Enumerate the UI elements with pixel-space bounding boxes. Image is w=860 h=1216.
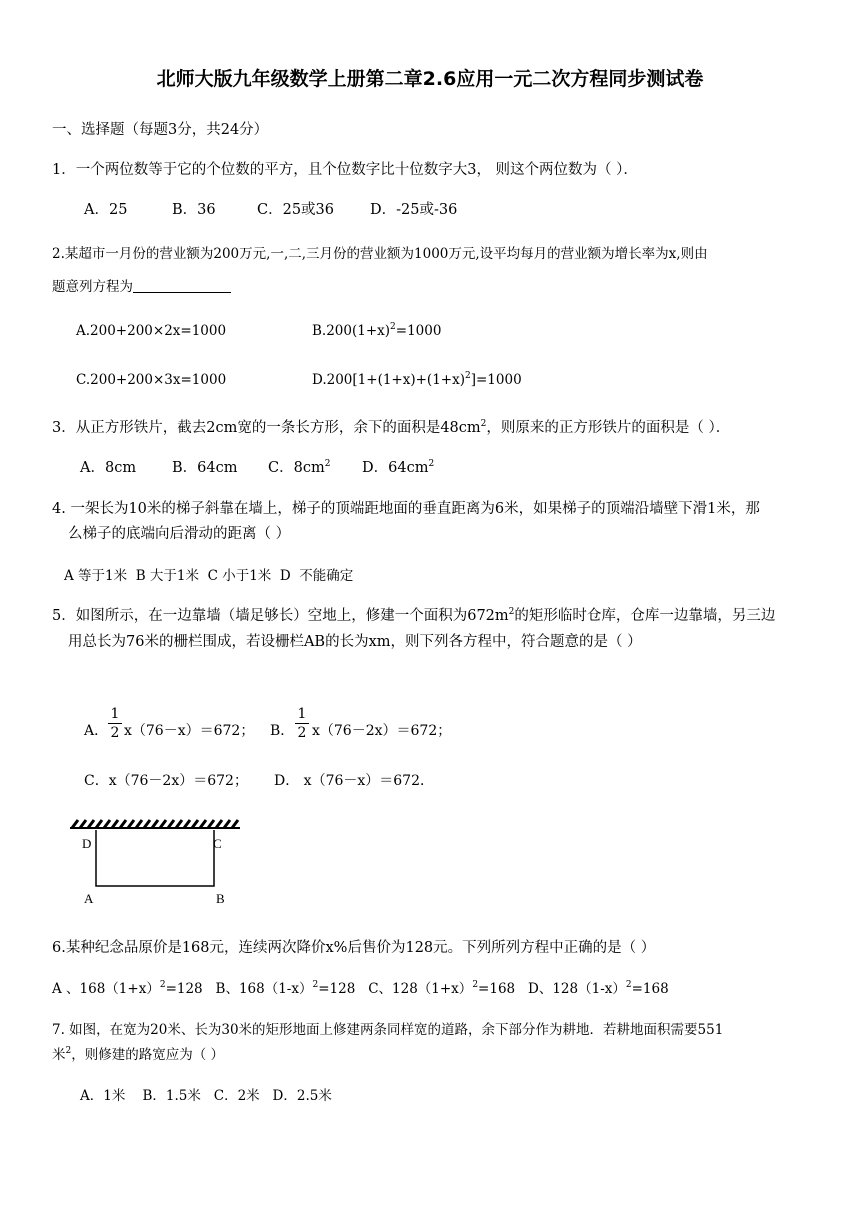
label-d: D xyxy=(82,836,92,851)
q3-option-b: B．64cm xyxy=(172,460,238,476)
question-1-stem: 1．一个两位数等于它的个位数的平方，且个位数字比十位数字大3， 则这个两位数为（ ）． xyxy=(52,162,638,178)
q5-option-b-expr: x（76－2x）＝672； xyxy=(312,723,452,739)
q5-option-b-label: B． xyxy=(270,723,295,739)
question-4-line1: 4. 一架长为10米的梯子斜靠在墙上，梯子的顶端距地面的垂直距离为6米，如果梯子的顶端沿墙壁下滑1米，那 xyxy=(52,501,760,517)
q5-option-c: C．x（76－2x）＝672； xyxy=(84,773,248,789)
question-6-stem: 6.某种纪念品原价是168元，连续两次降价x%后售价为128元。下列所列方程中正确的是（ ） xyxy=(52,940,656,956)
fraction-numerator: 1 xyxy=(297,706,307,722)
question-2-line1: 2.某超市一月份的营业额为200万元,一,二,三月份的营业额为1000万元,设平均每月的营业额为增长率为x,则由 xyxy=(52,246,708,262)
question-7-line1: 7. 如图，在宽为20米、长为30米的矩形地面上修建两条同样宽的道路，余下部分作为耕地．若耕地面积需要551 xyxy=(52,1022,724,1038)
question-5-line2: 用总长为76米的栅栏围成，若设栅栏AB的长为xm，则下列各方程中，符合题意的是（ ） xyxy=(68,634,642,650)
question-3-stem: 3．从正方形铁片，截去2cm宽的一条长方形，余下的面积是$48cm^2$，则原来的正方形铁片的面积是（ ）． xyxy=(52,419,731,436)
q5-option-d: D． x（76－x）＝672． xyxy=(274,773,435,789)
fraction-denominator: 2 xyxy=(110,725,120,741)
section-heading: 一、选择题（每题3分，共24分） xyxy=(52,122,269,138)
q1-option-d: D．-25或-36 xyxy=(370,202,458,218)
q3-option-c: C．$8cm^2$ xyxy=(268,459,331,476)
fraction-denominator: 2 xyxy=(297,725,307,741)
q6-options xyxy=(52,977,669,997)
fraction-one-half-a xyxy=(108,706,122,741)
q6-option-c: C、$128(1+x)^2=168$ xyxy=(368,980,516,997)
answer-blank xyxy=(133,278,231,293)
q5-option-a-label: A． xyxy=(84,723,109,739)
q2-option-a: A.200+200×2x=1000 xyxy=(76,323,227,339)
page-title: 北师大版九年级数学上册第二章2.6应用一元二次方程同步测试卷 xyxy=(156,68,704,90)
q2-option-c: C.200+200×3x=1000 xyxy=(76,372,227,388)
warehouse-figure xyxy=(60,812,250,912)
q6-option-a: A 、$168(1+x)^2=128$ xyxy=(52,980,203,997)
q4-options: A 等于1米 B 大于1米 C 小于1米 D 不能确定 xyxy=(64,568,354,584)
q5-option-a-expr: x（76－x）＝672； xyxy=(124,723,255,739)
question-5-line1: 5．如图所示，在一边靠墙（墙足够长）空地上，修建一个面积为$672m^2$的矩形临时仓库，仓库一边靠墙，另三边 xyxy=(52,607,776,624)
wall-hatching xyxy=(70,820,240,828)
fraction-bar xyxy=(295,723,309,724)
fraction-bar xyxy=(108,723,122,724)
q3-option-d: D．$64cm^2$ xyxy=(362,459,435,476)
fence-outline xyxy=(96,830,214,886)
q6-option-b: B、$168(1-x)^2=128$ xyxy=(215,980,356,997)
label-c: C xyxy=(213,836,222,851)
label-b: B xyxy=(216,891,225,906)
q2-option-d: $D.200[1+(1+x)+(1+x)^2]=1000$ xyxy=(312,371,522,388)
question-4-line2: 么梯子的底端向后滑动的距离（ ） xyxy=(68,526,291,542)
fraction-one-half-b xyxy=(295,706,309,741)
q1-option-c: C．25或36 xyxy=(257,202,334,218)
q3-option-a: A．8cm xyxy=(80,460,137,476)
question-7-line2: 米$^2$，则修建的路宽应为（ ） xyxy=(52,1046,225,1063)
q6-option-d: D、$128(1-x)^2=168$ xyxy=(528,980,669,997)
q7-options: A．1米 B．1.5米 C．2米 D．2.5米 xyxy=(80,1088,332,1104)
q1-option-b: B．36 xyxy=(172,202,216,218)
label-a: A xyxy=(84,891,94,906)
fraction-numerator: 1 xyxy=(110,706,120,722)
question-2-line2: 题意列方程为 xyxy=(52,275,231,295)
q1-option-a: A．25 xyxy=(84,202,128,218)
q2-option-b: $B.200(1+x)^2=1000$ xyxy=(312,322,442,339)
